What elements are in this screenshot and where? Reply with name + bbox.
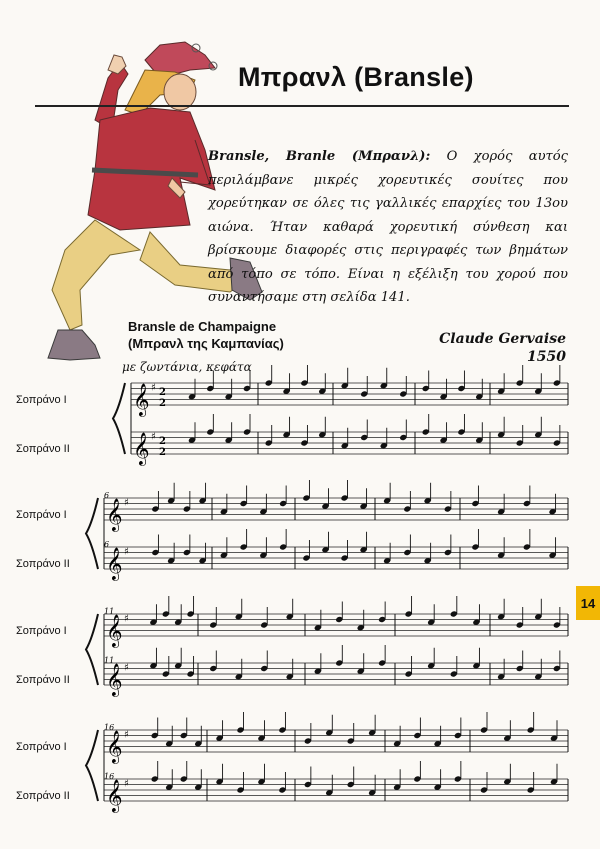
part-label-soprano2: Σοπράνο ΙΙ [16,790,70,802]
treble-clef-icon: 𝄞 [106,498,123,531]
treble-clef-icon: 𝄞 [106,779,123,812]
time-signature: 2 [159,398,166,409]
intro-lead: Bransle, Branle (Μπρανλ): [208,149,431,164]
measure-number: 6 [104,491,110,500]
part-label-soprano1: Σοπράνο Ι [16,741,67,753]
part-label-soprano1: Σοπράνο Ι [16,394,67,406]
part-label-soprano2: Σοπράνο ΙΙ [16,558,70,570]
treble-clef-icon: 𝄞 [106,614,123,647]
composer-year: 1550 [527,349,566,365]
key-signature-sharp-icon: ♯ [124,497,129,509]
composer-name: Claude Gervaise [439,331,566,347]
key-signature-sharp-icon: ♯ [151,382,156,394]
key-signature-sharp-icon: ♯ [124,613,129,625]
tempo-marking: με ζωντάνια, κεφάτα [122,360,252,374]
treble-clef-icon: 𝄞 [106,547,123,580]
piece-title-line2: (Μπρανλ της Καμπανίας) [128,336,284,351]
measure-number: 11 [104,656,115,665]
key-signature-sharp-icon: ♯ [124,729,129,741]
measure-number: 11 [104,607,115,616]
time-signature: 2 [159,447,166,458]
part-label-soprano2: Σοπράνο ΙΙ [16,674,70,686]
system-brace [86,730,98,801]
key-signature-sharp-icon: ♯ [124,662,129,674]
measure-number: 16 [104,772,115,781]
intro-body: Ο χορός αυτός περιλάμβανε μικρές χορευτικές σουίτες που χορεύτηκαν σε όλες τις γαλλικές επαρχίες του 13ου αιώνα. Ήταν καθαρά χορευτική σύνθεση και βρίσκουμε διαφορές στις περιγραφές των βημάτων από τόπο σε τόπο. Είναι η εξέλιξη του χορού που συναντήσαμε στη σελίδα 141. [208,149,568,305]
page-number-tab: 14 [576,586,600,620]
part-label-soprano1: Σοπράνο Ι [16,625,67,637]
system-brace [113,383,125,454]
key-signature-sharp-icon: ♯ [124,546,129,558]
key-signature-sharp-icon: ♯ [151,431,156,443]
piece-title-line1: Bransle de Champaigne [128,319,277,334]
treble-clef-icon: 𝄞 [106,663,123,696]
system-brace [86,614,98,685]
system-brace [86,498,98,569]
measure-number: 16 [104,723,115,732]
part-label-soprano1: Σοπράνο Ι [16,509,67,521]
treble-clef-icon: 𝄞 [133,432,150,465]
treble-clef-icon: 𝄞 [106,730,123,763]
key-signature-sharp-icon: ♯ [124,778,129,790]
part-label-soprano2: Σοπράνο ΙΙ [16,443,70,455]
time-signature: 2 [159,387,166,398]
time-signature: 2 [159,436,166,447]
measure-number: 6 [104,540,110,549]
page-title: Μπρανλ (Bransle) [238,62,474,92]
treble-clef-icon: 𝄞 [133,383,150,416]
